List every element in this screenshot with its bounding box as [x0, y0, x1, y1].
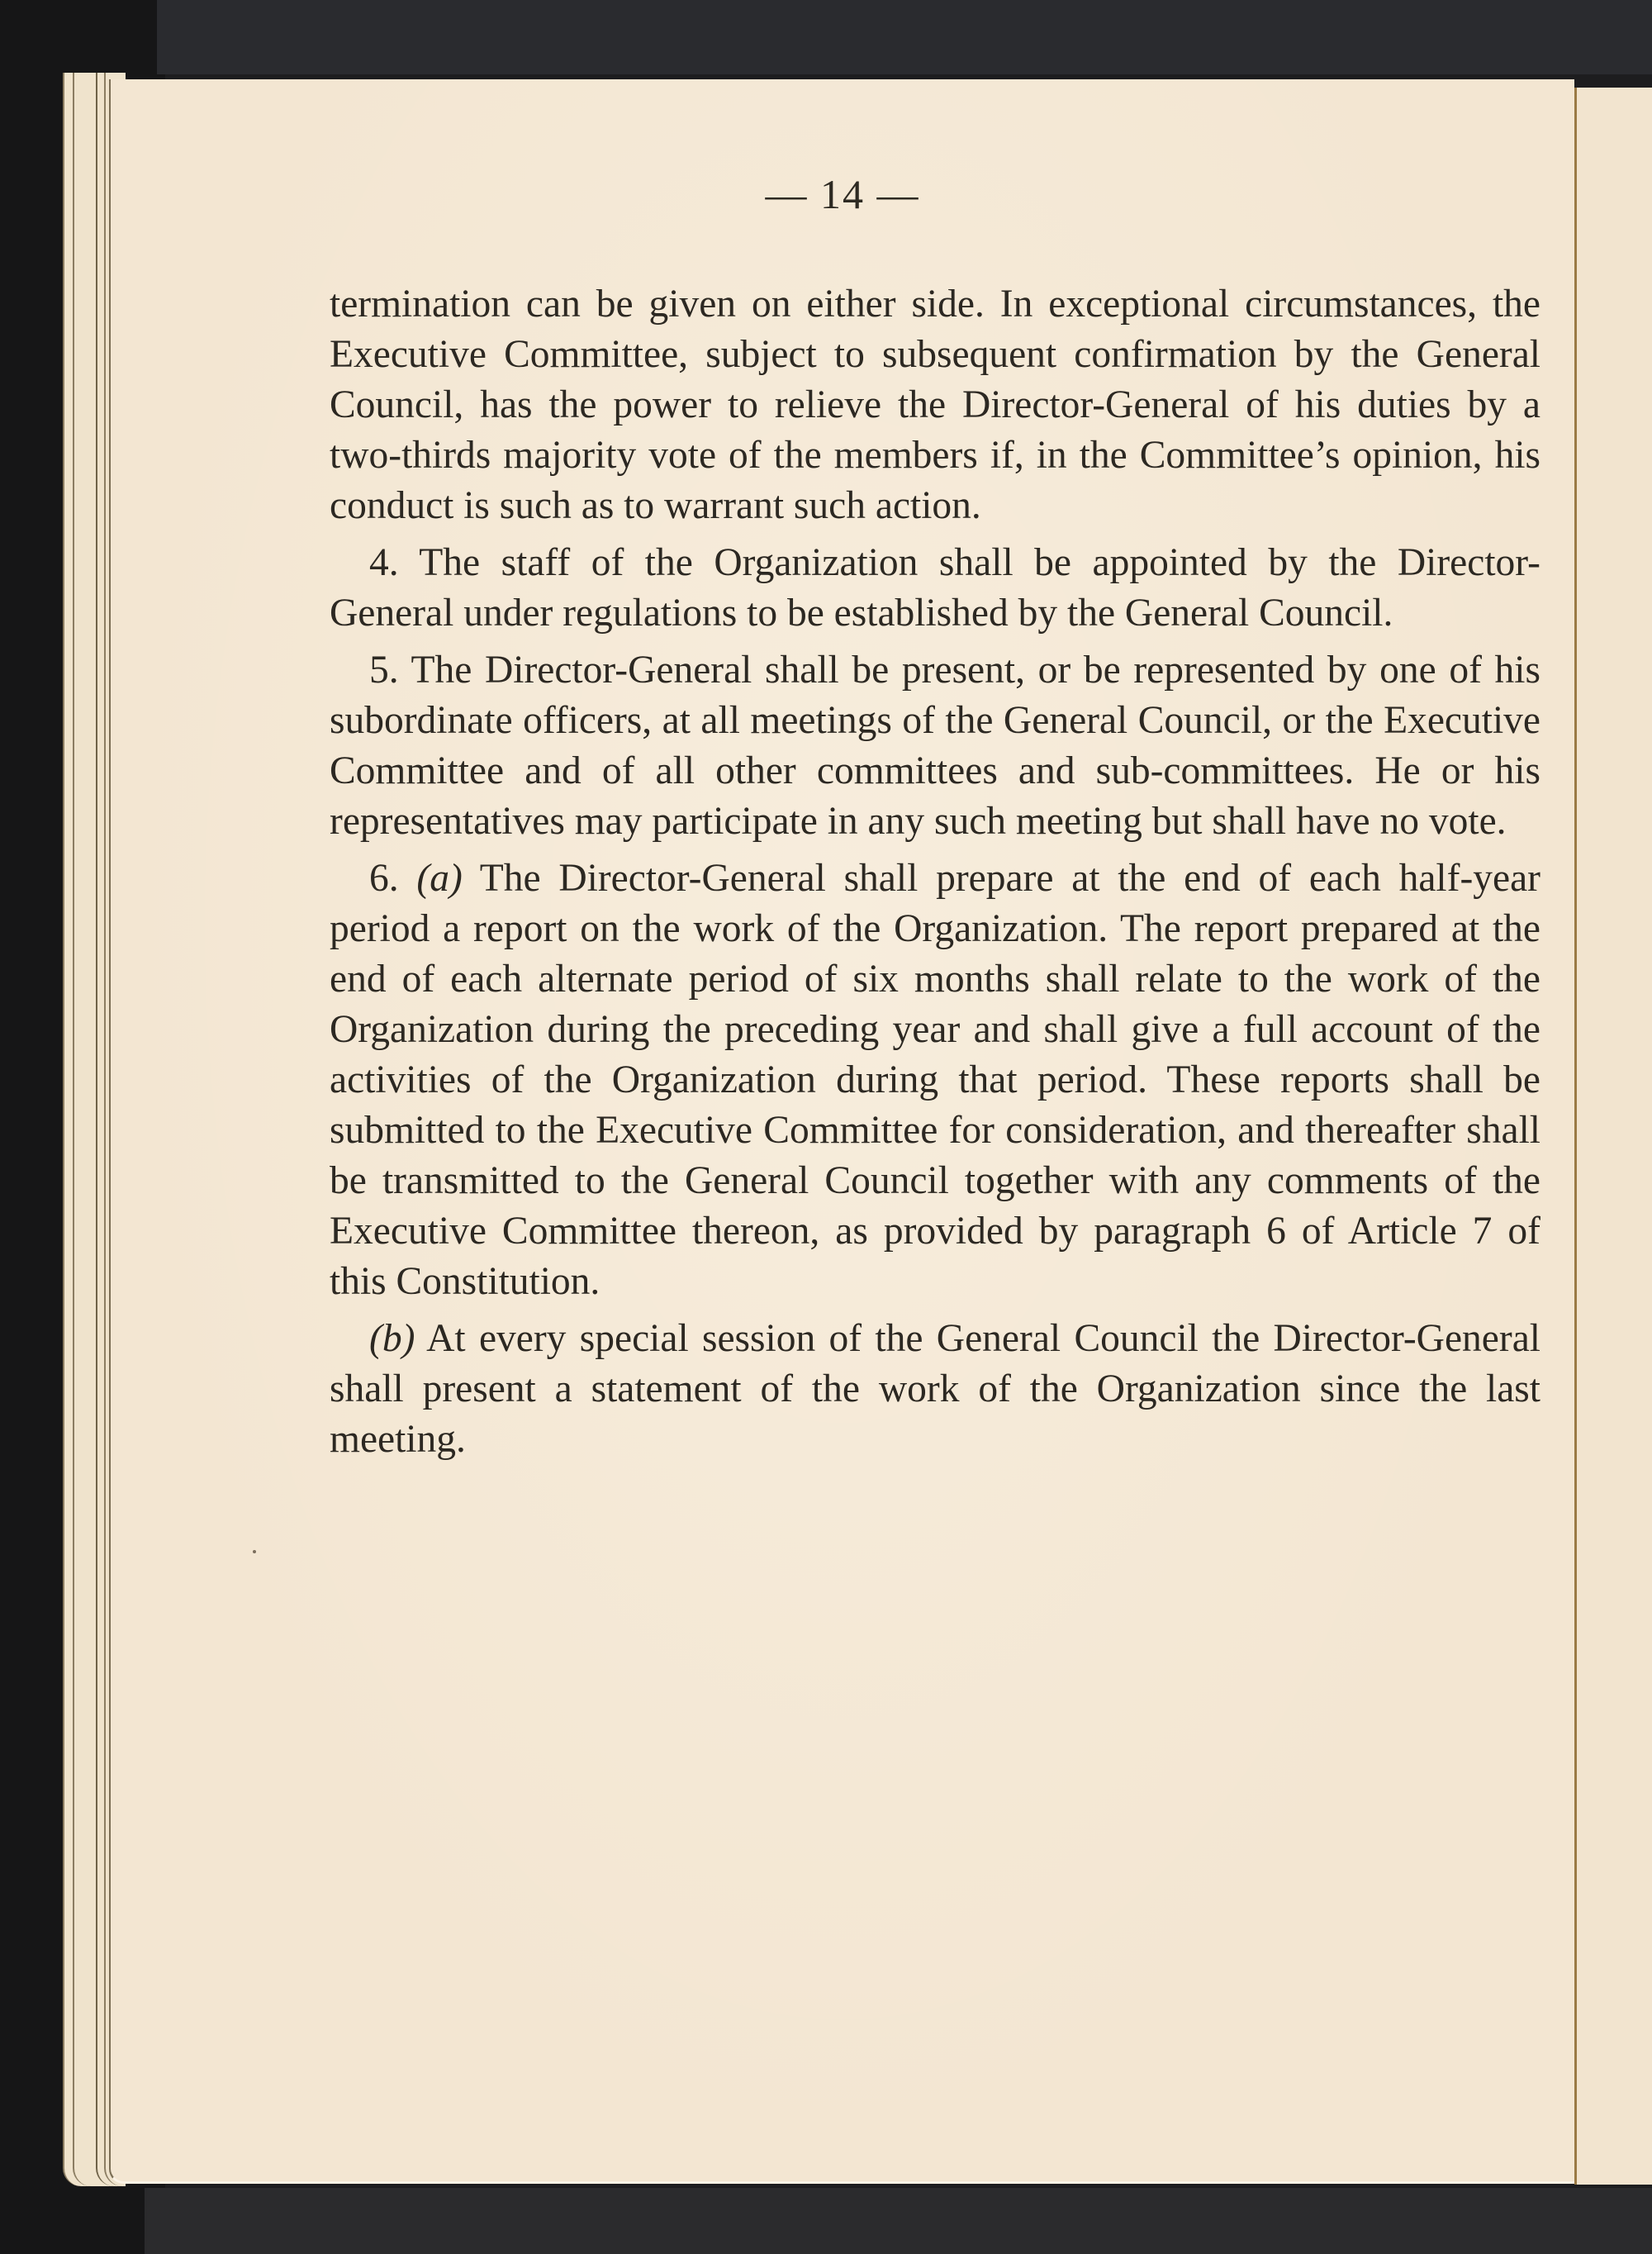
paragraph-continuation [330, 279, 1540, 531]
paragraph-text: The Director-General shall prepare at the end of each half-year period a report on the work of the Organization. The report prepared at the end of each alternate period of six months shall relate to the work of the Organization during the preceding year and shall give a full account of the activities of the Organization during that period. These reports shall be submitted to the Executive Committee for consideration, and thereafter shall be transmitted to the General Council together with any comments of the Executive Committee thereon, as provided by paragraph 6 of Article 7 of this Constitution. [330, 857, 1540, 1303]
paragraph-4 [330, 538, 1540, 639]
facing-page-edge [1574, 88, 1652, 2185]
backdrop-bottom [145, 2188, 1652, 2254]
paragraph-6b [330, 1314, 1540, 1465]
paragraph-text: The staff of the Organization shall be appointed by the Director-General under regulations to be established by the General Council. [330, 541, 1540, 635]
book-page [109, 79, 1574, 2184]
paragraph-number: 4. [369, 541, 399, 584]
paragraph-number: 6. [369, 857, 399, 900]
paragraph-5 [330, 645, 1540, 847]
body-text [330, 279, 1540, 1472]
paragraph-text: termination can be given on either side. In exceptional circumstances, the Executive Committee, subject to subsequent confirmation by the General Council, has the power to relieve the Director-General of his duties by a two-thirds majority vote of the members if, in the Committee’s opinion, his conduct is such as to warrant such action. [330, 283, 1540, 527]
paragraph-text: The Director-General shall be present, or be represented by one of his subordinate officers, at all meetings of the General Council, or the Executive Committee and of all other committees and sub-committees. He or his representatives may participate in any such meeting but shall have no vote. [330, 649, 1540, 843]
subparagraph-label: (a) [416, 857, 463, 900]
paragraph-6a [330, 854, 1540, 1307]
paragraph-number: 5. [369, 649, 399, 692]
subparagraph-label: (b) [369, 1317, 415, 1360]
paragraph-text: At every special session of the General Council the Director-General shall present a statement of the work of the Organization since the last meeting. [330, 1317, 1540, 1461]
backdrop-top [157, 0, 1652, 74]
page-number: — 14 — [765, 171, 920, 217]
paper-speck [253, 1550, 256, 1553]
